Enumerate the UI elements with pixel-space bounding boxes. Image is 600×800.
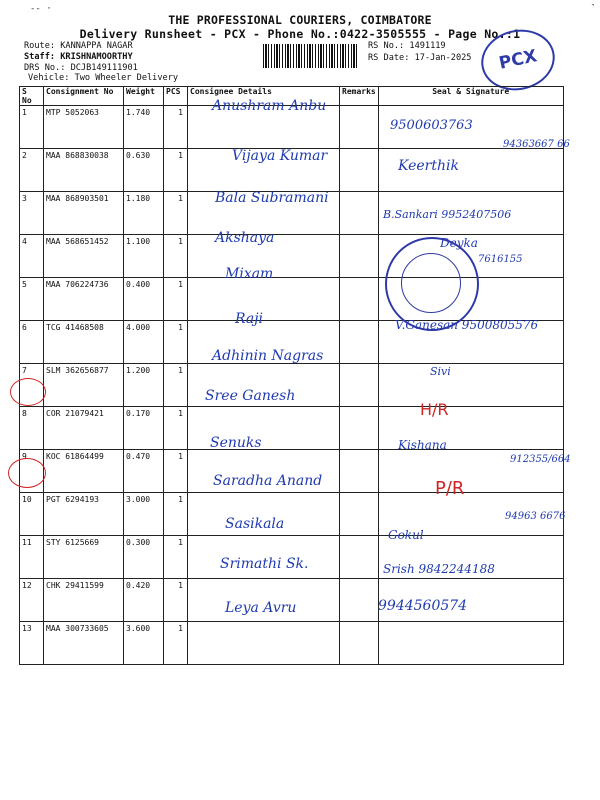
cell-pcs: 1	[164, 235, 188, 278]
cell-remarks	[340, 622, 379, 665]
cell-weight: 0.470	[124, 450, 164, 493]
cell-pcs: 1	[164, 106, 188, 149]
signature-mark: 912355/664	[510, 454, 571, 465]
cell-sno: 6	[20, 321, 44, 364]
signature-handwriting: Srish 9842244188	[383, 562, 495, 576]
cell-weight: 1.180	[124, 192, 164, 235]
cell-sno: 7	[20, 364, 44, 407]
consignee-handwriting: Akshaya	[215, 230, 275, 246]
document-subtitle: Delivery Runsheet - PCX - Phone No.:0422-3505555 - Page No.:1	[79, 27, 521, 41]
cell-sno: 10	[20, 493, 44, 536]
cell-weight: 0.400	[124, 278, 164, 321]
signature-handwriting: 9944560574	[378, 598, 468, 614]
cell-pcs: 1	[164, 536, 188, 579]
cell-weight: 0.170	[124, 407, 164, 450]
rs-date: RS Date: 17-Jan-2025	[368, 53, 472, 63]
scan-mark-left: -- ·	[30, 4, 52, 14]
scan-mark-right: ˺	[590, 4, 596, 14]
signature-handwriting: Keerthik	[398, 158, 459, 174]
consignee-handwriting: Senuks	[210, 435, 262, 451]
signature-handwriting: B.Sankari 9952407506	[383, 208, 512, 221]
red-circle-8	[10, 378, 46, 406]
cell-remarks	[340, 321, 379, 364]
cell-sno: 11	[20, 536, 44, 579]
cell-pcs: 1	[164, 278, 188, 321]
cell-consignment: STY 6125669	[44, 536, 124, 579]
consignee-handwriting: Vijaya Kumar	[232, 148, 328, 164]
cell-consignment: COR 21079421	[44, 407, 124, 450]
table-row	[20, 622, 564, 665]
cell-consignment: MTP 5052063	[44, 106, 124, 149]
cell-consignment: MAA 868903501	[44, 192, 124, 235]
consignee-handwriting: Anushram Anbu	[212, 98, 327, 114]
consignee-handwriting: Sasikala	[225, 516, 285, 532]
cell-pcs: 1	[164, 364, 188, 407]
signature-handwriting: P/R	[435, 478, 465, 499]
header-consignment: Consignment No	[44, 87, 124, 106]
company-seal	[385, 237, 479, 331]
cell-sno: 9	[20, 450, 44, 493]
cell-consignment: SLM 362656877	[44, 364, 124, 407]
cell-remarks	[340, 536, 379, 579]
cell-sno: 1	[20, 106, 44, 149]
signature-handwriting: Kishana	[398, 438, 447, 452]
signature-mark: 7616155	[478, 254, 523, 265]
signature-handwriting: H/R	[420, 400, 449, 419]
cell-consignment: MAA 568651452	[44, 235, 124, 278]
route-label: Route: KANNAPPA NAGAR	[24, 41, 133, 51]
staff-label: Staff: KRISHNAMOORTHY	[24, 52, 133, 62]
pcx-stamp: PCX	[476, 23, 561, 97]
header-remarks: Remarks	[340, 87, 379, 106]
cell-pcs: 1	[164, 579, 188, 622]
cell-weight: 0.300	[124, 536, 164, 579]
cell-remarks	[340, 235, 379, 278]
red-circle-10	[8, 458, 46, 488]
consignee-handwriting: Adhinin Nagras	[212, 348, 324, 364]
consignee-handwriting: Srimathi Sk.	[220, 556, 309, 572]
cell-weight: 3.600	[124, 622, 164, 665]
cell-weight: 3.000	[124, 493, 164, 536]
cell-pcs: 1	[164, 192, 188, 235]
consignee-handwriting: Leya Avru	[225, 600, 297, 616]
cell-consignment: MAA 868830038	[44, 149, 124, 192]
cell-pcs: 1	[164, 450, 188, 493]
cell-remarks	[340, 450, 379, 493]
cell-pcs: 1	[164, 407, 188, 450]
cell-sno: 4	[20, 235, 44, 278]
cell-sno: 5	[20, 278, 44, 321]
cell-pcs: 1	[164, 149, 188, 192]
consignee-handwriting: Mixam	[225, 266, 274, 282]
cell-weight: 1.740	[124, 106, 164, 149]
vehicle-label: Vehicle: Two Wheeler Delivery	[28, 73, 179, 83]
cell-remarks	[340, 493, 379, 536]
cell-consignment: MAA 706224736	[44, 278, 124, 321]
cell-weight: 0.630	[124, 149, 164, 192]
signature-mark: 94963 6676	[505, 511, 566, 522]
cell-remarks	[340, 106, 379, 149]
consignee-handwriting: Sree Ganesh	[205, 388, 296, 404]
cell-sno: 13	[20, 622, 44, 665]
cell-consignment: PGT 6294193	[44, 493, 124, 536]
consignee-handwriting: Saradha Anand	[213, 473, 323, 489]
cell-pcs: 1	[164, 321, 188, 364]
cell-sno: 2	[20, 149, 44, 192]
signature-handwriting: Deyka	[440, 236, 478, 250]
cell-weight: 1.200	[124, 364, 164, 407]
cell-remarks	[340, 407, 379, 450]
cell-pcs: 1	[164, 622, 188, 665]
cell-weight: 4.000	[124, 321, 164, 364]
cell-remarks	[340, 192, 379, 235]
document-title: THE PROFESSIONAL COURIERS, COIMBATORE	[168, 13, 432, 27]
header-consignee: Consignee Details	[188, 87, 340, 106]
barcode	[263, 44, 358, 68]
consignee-handwriting: Raji	[235, 311, 264, 327]
rs-number: RS No.: 1491119	[368, 41, 446, 51]
header-weight: Weight	[124, 87, 164, 106]
signature-handwriting: V.Ganesan 9500805576	[395, 318, 539, 332]
drs-number: DRS No.: DCJB149111901	[24, 63, 138, 73]
cell-sno: 3	[20, 192, 44, 235]
signature-mark: 94363667 66	[503, 139, 570, 150]
cell-consignment: KOC 61864499	[44, 450, 124, 493]
signature-handwriting: Sivi	[430, 365, 451, 378]
header-pcs: PCS	[164, 87, 188, 106]
cell-consignment: MAA 300733605	[44, 622, 124, 665]
header-signature: Seal & Signature	[378, 87, 563, 106]
cell-signature	[378, 622, 563, 665]
cell-remarks	[340, 364, 379, 407]
signature-handwriting: 9500603763	[390, 118, 473, 133]
consignee-handwriting: Bala Subramani	[215, 190, 329, 206]
cell-weight: 0.420	[124, 579, 164, 622]
cell-consignment: TCG 41468508	[44, 321, 124, 364]
signature-handwriting: Gokul	[388, 528, 424, 542]
cell-sno: 8	[20, 407, 44, 450]
cell-remarks	[340, 579, 379, 622]
cell-consignment: CHK 29411599	[44, 579, 124, 622]
cell-sno: 12	[20, 579, 44, 622]
cell-weight: 1.100	[124, 235, 164, 278]
cell-pcs: 1	[164, 493, 188, 536]
cell-consignee	[188, 622, 340, 665]
header-sno: S No	[20, 87, 44, 106]
